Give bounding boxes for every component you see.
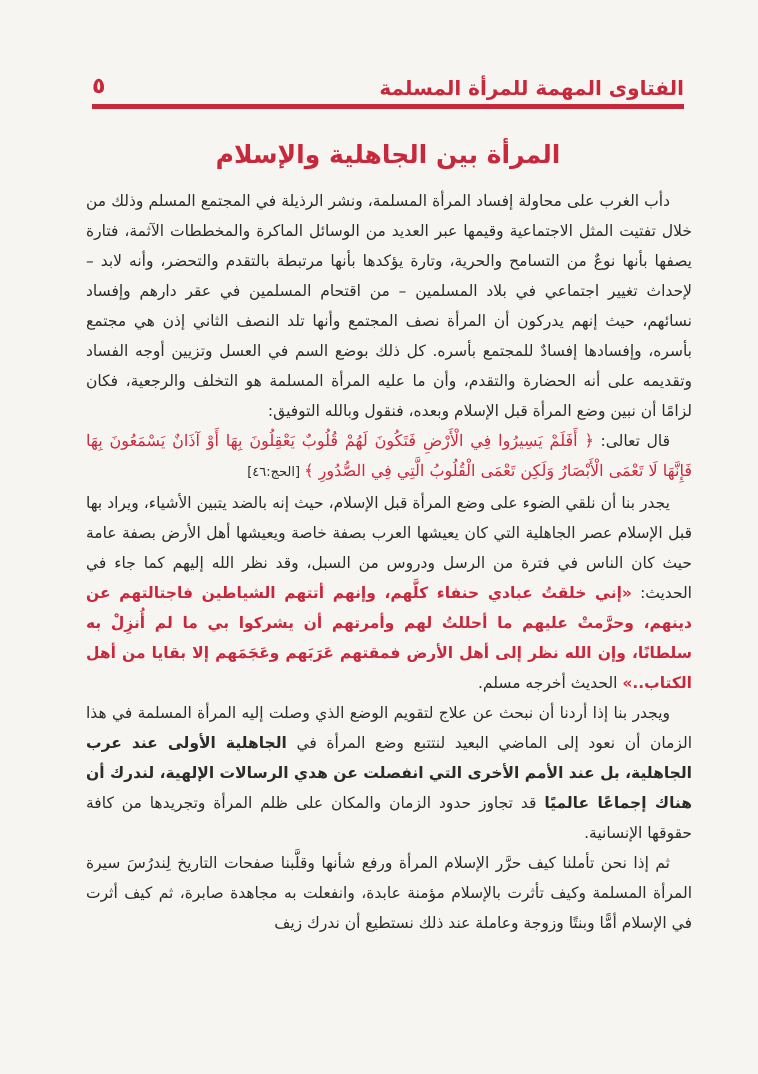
running-title: الفتاوى المهمة للمرأة المسلمة: [379, 76, 684, 100]
header-rule: [92, 104, 684, 109]
body-text: [86, 186, 692, 938]
p4-intro: ويجدر بنا إذا أردنا أن نبحث عن علاج لتقويم الوضع الذي وصلت إليه المرأة المسلمة في هذا الزمان أن نعود إلى الماضي البعيد لنتتبع وضع المرأة في: [86, 704, 693, 752]
quran-verse: ﴿ أَفَلَمْ يَسِيرُوا فِي الْأَرْضِ فَتَكُونَ لَهُمْ قُلُوبٌ يَعْقِلُونَ بِهَا أَوْ آذَانٌ يَسْمَعُونَ بِهَا فَإِنَّهَا لَا تَعْمَى الْأَبْصَارُ وَلَكِن تَعْمَى الْقُلُوبُ الَّتِي فِي الصُّدُورِ ﴾: [86, 431, 692, 480]
hadith-source: الحديث أخرجه مسلم.: [478, 674, 623, 692]
quran-intro: قال تعالى:: [593, 432, 670, 450]
paragraph-hadith: [86, 488, 692, 698]
quran-reference: [الحج:٤٦]: [247, 465, 305, 480]
page-header: [92, 70, 684, 106]
chapter-title: المرأة بين الجاهلية والإسلام: [215, 140, 561, 169]
p4-outro: قد تجاوز حدود الزمان والمكان على ظلم المرأة وتجريدها من كافة حقوقها الإنسانية.: [86, 794, 692, 842]
paragraph-4: [86, 698, 692, 848]
paragraph-5: ثم إذا نحن تأملنا كيف حرَّر الإسلام المرأة ورفع شأنها وقلَّبنا صفحات التاريخ لِندرُسَ سيرة المرأة المسلمة وكيف تأثرت بالإسلام مؤمنة عابدة، وانفعلت به مجاهدة صابرة، ثم كيف أثرت في الإسلام أمًّا وبنتًا وزوجة وعاملة عند ذلك نستطيع أن ندرك زيف: [86, 854, 692, 932]
page-number: ٥: [92, 74, 106, 99]
hadith-text: «إني خلقتُ عبادي حنفاء كلَّهم، وإنهم أتتهم الشياطين فاجتالتهم عن دينهم، وحرَّمتْ عليهم ما أحللتُ لهم وأمرتهم أن يشركوا بي ما لم أُنزِلْ به سلطانًا، وإن الله نظر إلى أهل الأرض فمقتهم عَرَبَهم وعَجَمَهم إلا بقايا من أهل الكتاب..»: [86, 584, 692, 692]
paragraph-quran: [86, 426, 692, 488]
hadith-intro: يجدر بنا أن نلقي الضوء على وضع المرأة قبل الإسلام، حيث إنه بالضد يتبين الأشياء، ويراد بها قبل الإسلام عصر الجاهلية التي كان يعيشها العرب بصفة خاصة ويعيشها أهل الأرض بصفة عامة حيث كان الناس في فترة من الرسل ودروس من السبل، وقد نظر الله إليهم كما جاء في الحديث:: [86, 494, 692, 602]
paragraph-1: دأب الغرب على محاولة إفساد المرأة المسلمة، ونشر الرذيلة في المجتمع المسلم وذلك من خلال تفتيت المثل الاجتماعية وقيمها عبر العديد من الوسائل الماكرة والمخططات الآثمة، فتارة يصفها بأنها نوعٌ من التسامح والحرية، وتارة يؤكدها بأنها مرتبطة بالتقدم والتحضر، وأنه لابد – لإحداث تغيير اجتماعي في بلاد المسلمين – من اقتحام المسلمين في عقر دارهم وإفساد نسائهم، حيث إنهم يدركون أن المرأة نصف المجتمع وأنها تلد النصف الثاني إذن هي مجتمع بأسره، وإفسادها إفسادٌ للمجتمع بأسره. كل ذلك بوضع السم في العسل وتزيين أوجه الفساد وتقديمه على أنه الحضارة والتقدم، وأن ما عليه المرأة المسلمة هو التخلف والرجعية، فكان لزامًا أن نبين وضع المرأة قبل الإسلام وبعده، فنقول وبالله التوفيق:: [86, 192, 692, 420]
p4-emphasis: الجاهلية الأولى عند عرب الجاهلية، بل عند الأمم الأخرى التي انفصلت عن هدي الرسالات الإلهية، لندرك أن هناك إجماعًا عالميًا: [86, 734, 693, 812]
